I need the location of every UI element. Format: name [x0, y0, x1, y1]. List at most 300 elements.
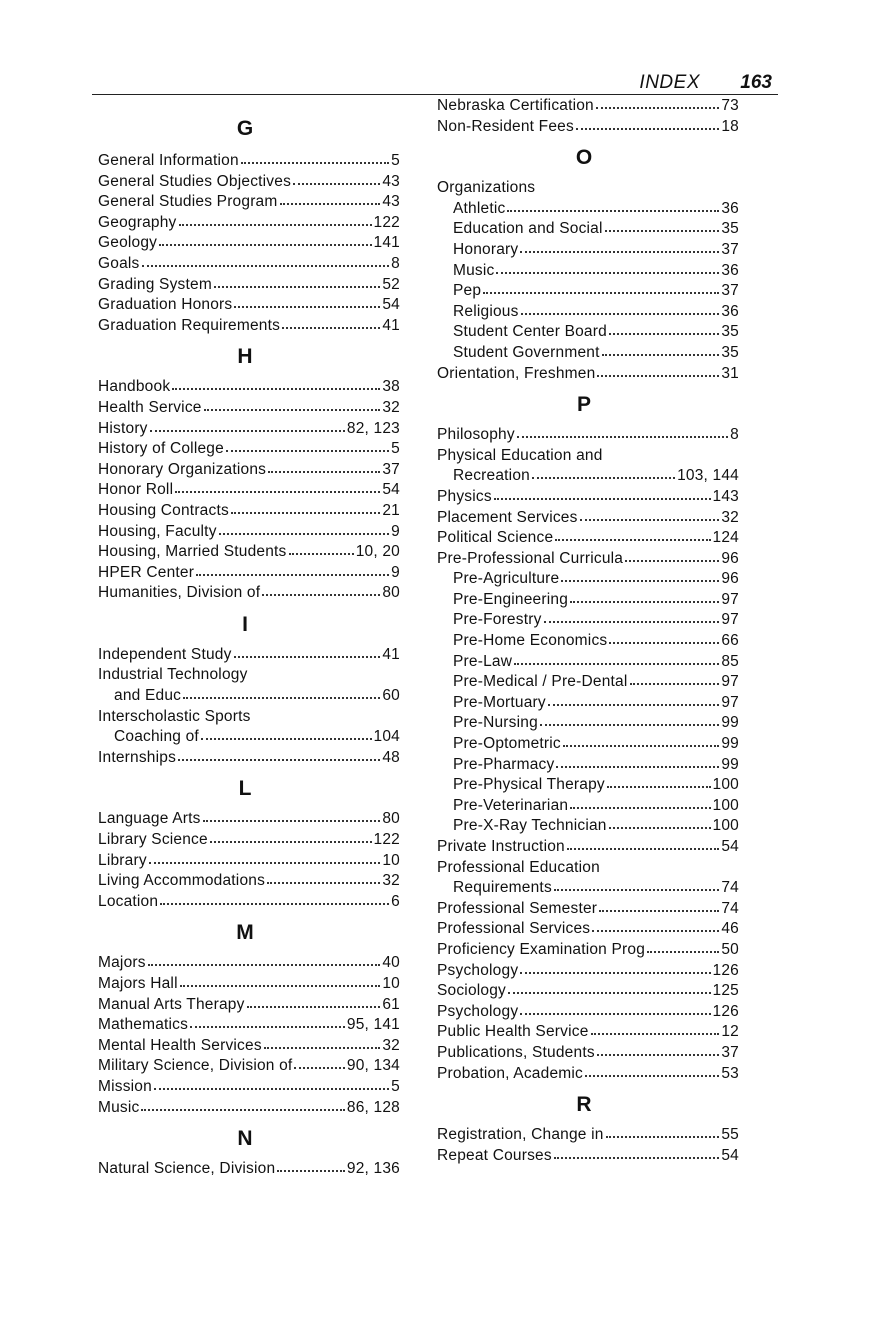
entry-term: Library	[98, 851, 147, 869]
index-entry-coaching-of	[98, 727, 400, 748]
entry-term: Sociology	[437, 982, 507, 1000]
entry-term: Mental Health Services	[98, 1036, 262, 1054]
index-entry-housing-faculty	[98, 522, 400, 543]
dot-leader	[247, 997, 381, 1009]
dot-leader	[517, 427, 728, 439]
index-entry-pre-pharmacy	[437, 755, 739, 776]
entry-term: Organizations	[437, 179, 536, 197]
entry-term: Student Center Board	[453, 323, 607, 341]
entry-term: Pre-Forestry	[453, 611, 542, 629]
dot-leader	[282, 318, 380, 330]
index-entry-publications-students	[437, 1043, 739, 1064]
entry-page-ref: 85	[721, 652, 739, 670]
entry-term: Mission	[98, 1077, 152, 1095]
entry-term: History	[98, 419, 148, 437]
index-entry-natural-science-division	[98, 1159, 400, 1180]
index-entry-athletic	[437, 199, 739, 220]
index-entry-geography	[98, 213, 400, 234]
entry-page-ref: 5	[391, 440, 400, 458]
entry-page-ref: 8	[730, 426, 739, 444]
entry-page-ref: 35	[721, 220, 739, 238]
entry-term: Pre-Pharmacy	[453, 755, 555, 773]
entry-term: Physical Education and	[437, 446, 603, 464]
entry-page-ref: 66	[721, 632, 739, 650]
dot-leader	[554, 1148, 720, 1160]
dot-leader	[520, 1004, 710, 1016]
dot-leader	[592, 921, 719, 933]
dot-leader	[554, 880, 719, 892]
dot-leader	[204, 400, 381, 412]
dot-leader	[596, 98, 719, 110]
index-entry-religious	[437, 302, 739, 323]
index-entry-housing-married-students	[98, 542, 400, 563]
entry-term: Political Science	[437, 529, 554, 547]
entry-page-ref: 99	[721, 755, 739, 773]
index-entry-honorary-organizations	[98, 460, 400, 481]
dot-leader	[268, 462, 380, 474]
dot-leader	[602, 345, 720, 357]
entry-page-ref: 5	[391, 1077, 400, 1095]
entry-page-ref: 32	[382, 872, 400, 890]
entry-page-ref: 5	[391, 152, 400, 169]
entry-term: History of College	[98, 440, 224, 458]
dot-leader	[262, 585, 380, 597]
index-entry-language-arts	[98, 809, 400, 830]
entry-term: Majors	[98, 954, 146, 972]
entry-term: Publications, Students	[437, 1043, 595, 1061]
entry-term: Nebraska Certification	[437, 97, 594, 114]
entry-page-ref: 41	[382, 316, 400, 334]
entry-page-ref: 43	[382, 193, 400, 211]
entry-page-ref: 103, 144	[677, 467, 739, 485]
entry-term: Honorary	[453, 240, 519, 258]
entry-term: Pre-Optometric	[453, 735, 561, 753]
entry-page-ref: 36	[721, 261, 739, 279]
index-entry-music	[437, 261, 739, 282]
entry-page-ref: 90, 134	[346, 1057, 400, 1075]
index-entry-honorary	[437, 240, 739, 261]
entry-term: Private Instruction	[437, 838, 565, 855]
section-letter-m: M	[236, 921, 254, 945]
dot-leader	[609, 324, 719, 336]
index-entry-recreation	[437, 466, 739, 487]
entry-term: Housing, Married Students	[98, 543, 287, 561]
entry-page-ref: 80	[382, 584, 400, 602]
dot-leader	[548, 695, 720, 707]
dot-leader	[609, 818, 711, 830]
index-entry-graduation-honors	[98, 295, 400, 316]
entry-page-ref: 32	[382, 398, 400, 416]
entry-term: Graduation Honors	[98, 296, 233, 314]
entry-page-ref: 36	[721, 199, 739, 217]
entry-term: Pep	[453, 282, 482, 300]
entry-term: Psychology	[437, 1002, 519, 1020]
entry-term: Majors Hall	[98, 975, 178, 992]
entry-term: Coaching of	[114, 728, 199, 746]
index-entry-grading-system	[98, 275, 400, 296]
dot-leader	[585, 1066, 719, 1078]
entry-page-ref: 97	[721, 693, 739, 711]
entry-term: Non-Resident Fees	[437, 117, 574, 135]
index-entry-majors	[98, 953, 400, 974]
entry-page-ref: 9	[391, 563, 400, 581]
entry-term: Religious	[453, 302, 519, 320]
entry-term: Pre-Physical Therapy	[453, 776, 605, 794]
entry-page-ref: 100	[712, 796, 739, 814]
index-entry-mission	[98, 1077, 400, 1098]
index-entry-geology	[98, 233, 400, 254]
entry-term: Public Health Service	[437, 1023, 589, 1041]
entry-term: Student Government	[453, 343, 600, 361]
index-entry-professional-services	[437, 919, 739, 940]
dot-leader	[294, 1058, 344, 1070]
dot-leader	[521, 304, 720, 316]
index-entry-pre-physical-therapy	[437, 775, 739, 796]
entry-page-ref: 141	[373, 234, 400, 252]
entry-page-ref: 52	[382, 275, 400, 293]
dot-leader	[556, 757, 719, 769]
dot-leader	[231, 503, 380, 515]
index-entry-independent-study	[98, 645, 400, 666]
index-entry-pre-engineering	[437, 590, 739, 611]
index-entry-majors-hall	[98, 974, 400, 995]
entry-page-ref: 92, 136	[346, 1160, 400, 1178]
entry-page-ref: 18	[721, 117, 739, 135]
page-header	[92, 72, 778, 95]
dot-leader	[141, 1100, 344, 1112]
entry-page-ref: 122	[373, 213, 400, 231]
entry-term: Pre-Veterinarian	[453, 796, 569, 814]
entry-term: Pre-Law	[453, 652, 513, 670]
section-letter-g: G	[236, 117, 254, 140]
entry-page-ref: 41	[382, 645, 400, 663]
index-entry-pre-professional-curricula	[437, 549, 739, 570]
dot-leader	[219, 524, 390, 536]
entry-page-ref: 86, 128	[346, 1098, 400, 1116]
dot-leader	[576, 119, 719, 131]
dot-leader	[190, 1017, 345, 1029]
index-entry-pre-veterinarian	[437, 796, 739, 817]
entry-page-ref: 38	[382, 378, 400, 396]
index-entry-history-of-college	[98, 439, 400, 460]
index-entry-mathematics	[98, 1015, 400, 1036]
dot-leader	[496, 263, 719, 275]
index-entry-physics	[437, 487, 739, 508]
dot-leader	[567, 839, 719, 851]
section-letter-n: N	[237, 1127, 253, 1151]
entry-term: Manual Arts Therapy	[98, 995, 245, 1013]
entry-page-ref: 61	[382, 995, 400, 1013]
dot-leader	[514, 654, 719, 666]
dot-leader	[280, 194, 381, 206]
entry-term: Honorary Organizations	[98, 460, 267, 478]
index-entry-pre-home-economics	[437, 631, 739, 652]
entry-term: Athletic	[453, 199, 506, 217]
index-entry-living-accommodations	[98, 871, 400, 892]
entry-page-ref: 60	[382, 687, 400, 705]
entry-term: Pre-Engineering	[453, 590, 569, 608]
entry-term: Goals	[98, 254, 140, 272]
dot-leader	[264, 1038, 381, 1050]
entry-page-ref: 12	[721, 1023, 739, 1041]
entry-page-ref: 126	[712, 1002, 739, 1020]
dot-leader	[267, 873, 380, 885]
dot-leader	[203, 811, 381, 823]
index-entry-philosophy	[437, 425, 739, 446]
dot-leader	[508, 983, 711, 995]
entry-term: Repeat Courses	[437, 1146, 552, 1164]
dot-leader	[570, 592, 719, 604]
dot-leader	[570, 798, 710, 810]
dot-leader	[148, 955, 381, 967]
index-entry-pre-mortuary	[437, 693, 739, 714]
entry-page-ref: 74	[721, 899, 739, 917]
entry-page-ref: 50	[721, 940, 739, 958]
entry-term: General Information	[98, 152, 239, 169]
entry-term: Music	[98, 1098, 140, 1116]
dot-leader	[234, 647, 381, 659]
entry-term: Geology	[98, 234, 158, 252]
dot-leader	[647, 942, 719, 954]
entry-term: Probation, Academic	[437, 1064, 583, 1082]
dot-leader	[226, 441, 389, 453]
index-entry-mental-health-services	[98, 1036, 400, 1057]
entry-term: Library Science	[98, 831, 208, 849]
dot-leader	[625, 551, 719, 563]
index-entry-probation-academic	[437, 1064, 739, 1085]
dot-leader	[597, 366, 719, 378]
index-entry-humanities-division-of	[98, 583, 400, 604]
entry-term: HPER Center	[98, 563, 195, 581]
index-entry-military-science-division-of	[98, 1056, 400, 1077]
index-entry-hper-center	[98, 563, 400, 584]
index-entry-requirements	[437, 878, 739, 899]
entry-page-ref: 37	[721, 240, 739, 258]
dot-leader	[234, 297, 380, 309]
entry-term: Registration, Change in	[437, 1126, 604, 1144]
index-entry-professional-semester	[437, 899, 739, 920]
dot-leader	[241, 153, 389, 165]
dot-leader	[201, 729, 372, 741]
dot-leader	[540, 715, 719, 727]
index-entry-political-science	[437, 528, 739, 549]
entry-term: Proficiency Examination Prog	[437, 940, 646, 958]
entry-page-ref: 54	[721, 1146, 739, 1164]
section-letter-o: O	[575, 146, 593, 170]
entry-page-ref: 99	[721, 735, 739, 753]
entry-page-ref: 10, 20	[355, 543, 400, 561]
dot-leader	[606, 1127, 720, 1139]
entry-page-ref: 97	[721, 673, 739, 691]
index-entry-pre-medical-pre-dental	[437, 672, 739, 693]
entry-page-ref: 124	[712, 529, 739, 547]
entry-term: Professional Semester	[437, 899, 598, 917]
entry-page-ref: 36	[721, 302, 739, 320]
index-entry-repeat-courses	[437, 1146, 739, 1167]
entry-page-ref: 48	[382, 748, 400, 766]
entry-page-ref: 31	[721, 364, 739, 382]
entry-term: Education and Social	[453, 220, 603, 238]
entry-page-ref: 74	[721, 879, 739, 897]
entry-term: Pre-Agriculture	[453, 570, 560, 588]
dot-leader	[293, 174, 380, 186]
entry-page-ref: 54	[382, 481, 400, 499]
index-entry-education-and-social	[437, 219, 739, 240]
index-column-left	[98, 96, 400, 1180]
entry-page-ref: 100	[712, 817, 739, 835]
dot-leader	[591, 1024, 720, 1036]
entry-term: Geography	[98, 213, 177, 231]
entry-term: Pre-Medical / Pre-Dental	[453, 673, 628, 691]
entry-page-ref: 54	[382, 296, 400, 314]
index-entry-and-educ	[98, 686, 400, 707]
dot-leader	[214, 277, 380, 289]
index-entry-library	[98, 851, 400, 872]
entry-term: Independent Study	[98, 645, 232, 663]
entry-page-ref: 96	[721, 549, 739, 567]
entry-term: Humanities, Division of	[98, 584, 261, 602]
dot-leader	[580, 510, 720, 522]
index-entry-placement-services	[437, 508, 739, 529]
entry-page-ref: 82, 123	[346, 419, 400, 437]
dot-leader	[520, 242, 719, 254]
entry-term: Housing, Faculty	[98, 522, 217, 540]
index-entry-honor-roll	[98, 480, 400, 501]
dot-leader	[159, 235, 371, 247]
index-entry-pre-agriculture	[437, 569, 739, 590]
index-entry-private-instruction	[437, 837, 739, 858]
entry-page-ref: 35	[721, 323, 739, 341]
section-letter-r: R	[576, 1093, 592, 1117]
entry-page-ref: 97	[721, 611, 739, 629]
entry-term: Pre-Home Economics	[453, 632, 608, 650]
dot-leader	[630, 674, 720, 686]
dot-leader	[160, 894, 389, 906]
index-entry-student-government	[437, 343, 739, 364]
entry-page-ref: 6	[391, 892, 400, 910]
index-entry-pre-nursing	[437, 713, 739, 734]
index-entry-orientation-freshmen	[437, 364, 739, 385]
index-entry-registration-change-in	[437, 1125, 739, 1146]
index-entry-proficiency-examination-prog	[437, 940, 739, 961]
entry-page-ref: 100	[712, 776, 739, 794]
dot-leader	[597, 1045, 720, 1057]
entry-term: Pre-Nursing	[453, 714, 538, 732]
entry-term: Handbook	[98, 378, 171, 396]
index-entry-sociology	[437, 981, 739, 1002]
entry-page-ref: 125	[712, 982, 739, 1000]
page-title: INDEX	[639, 72, 700, 93]
index-entry-general-studies-program	[98, 192, 400, 213]
index-entry-pre-forestry	[437, 610, 739, 631]
entry-page-ref: 8	[391, 254, 400, 272]
entry-term: Pre-Professional Curricula	[437, 549, 624, 567]
entry-term: Health Service	[98, 398, 202, 416]
index-entry-handbook	[98, 377, 400, 398]
index-entry-psychology	[437, 1002, 739, 1023]
index-entry-physical-education-and	[437, 446, 739, 467]
section-letter-p: P	[576, 393, 591, 417]
dot-leader	[609, 633, 719, 645]
entry-page-ref: 46	[721, 920, 739, 938]
dot-leader	[175, 482, 380, 494]
entry-term: Physics	[437, 487, 492, 505]
dot-leader	[494, 489, 711, 501]
dot-leader	[179, 215, 372, 227]
entry-term: Internships	[98, 748, 177, 766]
section-letter-i: I	[242, 612, 248, 636]
entry-page-ref: 43	[382, 172, 400, 190]
index-entry-housing-contracts	[98, 501, 400, 522]
index-entry-music	[98, 1098, 400, 1119]
dot-leader	[172, 379, 380, 391]
entry-term: Honor Roll	[98, 481, 174, 499]
entry-term: Military Science, Division of	[98, 1057, 293, 1075]
entry-term: and Educ	[114, 687, 182, 705]
entry-page-ref: 40	[382, 954, 400, 972]
dot-leader	[142, 256, 390, 268]
entry-page-ref: 54	[721, 838, 739, 855]
index-entry-industrial-technology	[98, 665, 400, 686]
index-entry-psychology	[437, 961, 739, 982]
entry-term: Pre-X-Ray Technician	[453, 817, 607, 835]
entry-term: Living Accommodations	[98, 872, 266, 890]
entry-term: Interscholastic Sports	[98, 707, 251, 725]
index-entry-public-health-service	[437, 1022, 739, 1043]
entry-term: Natural Science, Division	[98, 1160, 276, 1178]
entry-page-ref: 143	[712, 487, 739, 505]
entry-term: Orientation, Freshmen	[437, 364, 596, 382]
index-entry-professional-education	[437, 858, 739, 879]
entry-page-ref: 96	[721, 570, 739, 588]
index-entry-health-service	[98, 398, 400, 419]
entry-term: Mathematics	[98, 1016, 189, 1034]
entry-term: Industrial Technology	[98, 666, 248, 684]
section-letter-l: L	[238, 777, 252, 801]
dot-leader	[154, 1079, 389, 1091]
index-entry-goals	[98, 254, 400, 275]
dot-leader	[483, 283, 719, 295]
dot-leader	[178, 750, 380, 762]
entry-page-ref: 97	[721, 590, 739, 608]
index-entry-history	[98, 419, 400, 440]
entry-term: Grading System	[98, 275, 212, 293]
entry-page-ref: 10	[382, 851, 400, 869]
dot-leader	[150, 421, 345, 433]
entry-term: Language Arts	[98, 810, 201, 828]
index-entry-general-information	[98, 151, 400, 172]
entry-page-ref: 37	[721, 1043, 739, 1061]
index-entry-graduation-requirements	[98, 316, 400, 337]
entry-page-ref: 95, 141	[346, 1016, 400, 1034]
dot-leader	[289, 544, 354, 556]
index-entry-student-center-board	[437, 322, 739, 343]
entry-term: General Studies Program	[98, 193, 278, 211]
entry-page-ref: 73	[721, 97, 739, 114]
entry-page-ref: 37	[721, 282, 739, 300]
dot-leader	[561, 571, 719, 583]
entry-term: General Studies Objectives	[98, 172, 292, 190]
entry-page-ref: 55	[721, 1126, 739, 1144]
entry-page-ref: 37	[382, 460, 400, 478]
entry-page-ref: 32	[382, 1036, 400, 1054]
index-entry-internships	[98, 748, 400, 769]
index-entry-pre-law	[437, 652, 739, 673]
entry-page-ref: 122	[373, 831, 400, 849]
entry-page-ref: 9	[391, 522, 400, 540]
section-letter-h: H	[237, 345, 253, 369]
entry-page-ref: 99	[721, 714, 739, 732]
